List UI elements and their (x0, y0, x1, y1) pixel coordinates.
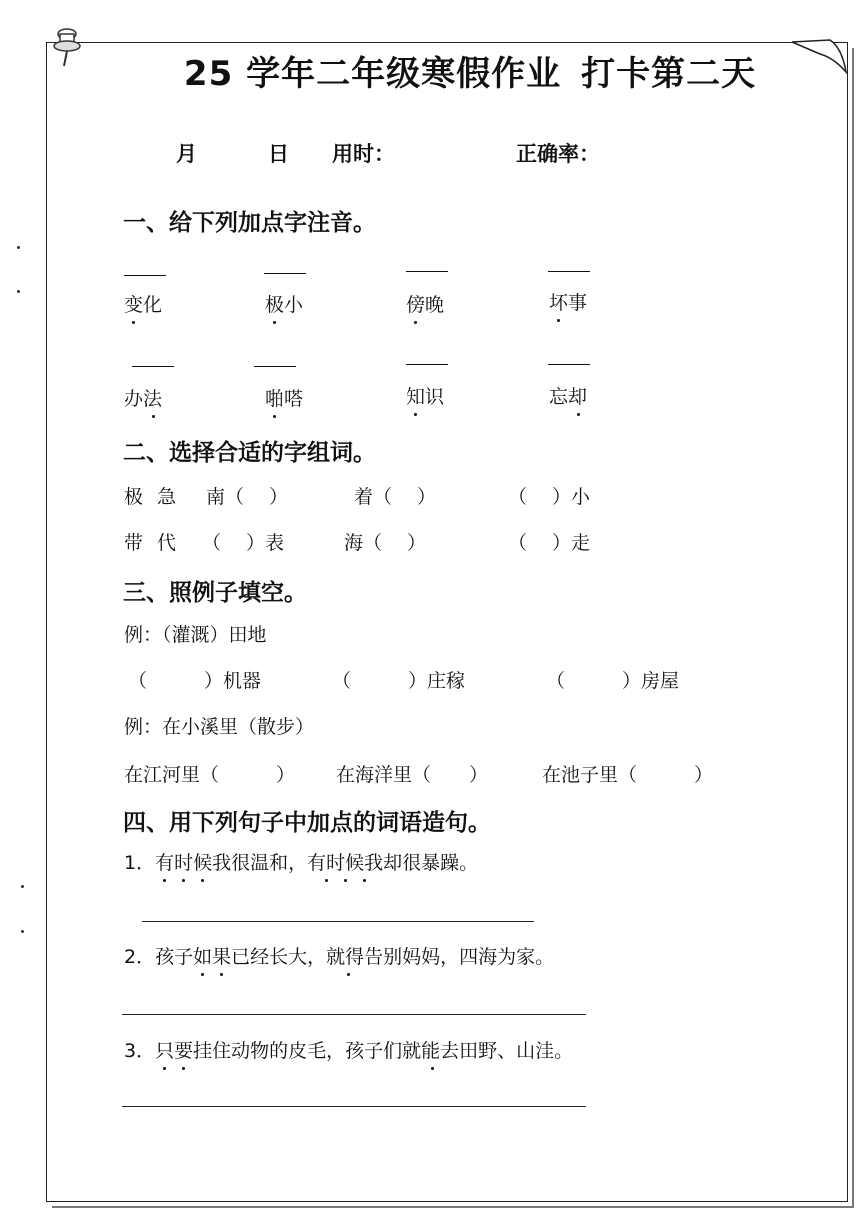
pinyin-blank[interactable] (132, 366, 174, 367)
day-label: 日 (268, 142, 289, 166)
fill-item[interactable]: （ ）房屋 (546, 670, 680, 692)
fill-item[interactable]: 着（ ） (354, 486, 437, 508)
pinyin-blank[interactable] (548, 364, 590, 365)
word-item (549, 382, 587, 409)
word-item (549, 288, 587, 315)
sentence-text: 有时候我很温和，有时候我却很暴躁。 (155, 852, 479, 874)
month-label: 月 (176, 142, 197, 166)
char-pair: 极 急 (124, 486, 181, 508)
char-pair: 带 代 (124, 532, 181, 554)
sentence-item (124, 1036, 573, 1063)
pinyin-blank[interactable] (264, 273, 306, 274)
fill-item[interactable]: （ ）表 (202, 532, 285, 554)
section2-heading: 二、选择合适的字组词。 (123, 440, 376, 466)
example-line: 例：（灌溉）田地 (124, 624, 267, 646)
time-used-label: 用时： (332, 142, 395, 166)
word-text: 知识 (406, 386, 445, 408)
word-text: 办法 (124, 388, 163, 410)
section4-heading: 四、用下列句子中加点的词语造句。 (123, 810, 491, 836)
section3-heading: 三、照例子填空。 (123, 580, 307, 606)
word-item (406, 382, 444, 409)
fill-item[interactable]: 在池子里（ ） (542, 764, 714, 786)
section1-heading: 一、给下列加点字注音。 (123, 210, 376, 236)
title-main: 25 学年二年级寒假作业 (183, 54, 562, 94)
word-item (265, 384, 303, 411)
sentence-number: 1． (124, 852, 156, 874)
example-line: 例：在小溪里（散步） (124, 716, 315, 738)
sentence-item (124, 942, 554, 969)
fill-item[interactable]: 在江河里（ ） (124, 764, 296, 786)
pinyin-blank[interactable] (406, 271, 448, 272)
pinyin-blank[interactable] (254, 366, 296, 367)
sentence-number: 2． (124, 946, 156, 968)
word-item (265, 290, 303, 317)
pinyin-blank[interactable] (548, 271, 590, 272)
word-item (124, 290, 162, 317)
pushpin-icon (50, 26, 84, 70)
answer-line[interactable] (142, 921, 534, 922)
word-text: 坏事 (549, 292, 588, 314)
answer-line[interactable] (122, 1014, 586, 1015)
fill-item[interactable]: 在海洋里（ ） (336, 764, 489, 786)
title-day: 打卡第二天 (581, 54, 757, 94)
scan-speck (21, 885, 24, 888)
scan-speck (21, 930, 24, 933)
pinyin-blank[interactable] (124, 275, 166, 276)
sentence-text: 只要挂住动物的皮毛，孩子们就能去田野、山洼。 (155, 1040, 574, 1062)
page-title (100, 46, 840, 95)
sentence-text: 孩子如果已经长大，就得告别妈妈，四海为家。 (155, 946, 555, 968)
answer-line[interactable] (122, 1106, 586, 1107)
word-text: 啪嗒 (265, 388, 304, 410)
scan-speck (17, 246, 20, 249)
fill-item[interactable]: （ ）小 (508, 486, 591, 508)
fill-item[interactable]: 海（ ） (344, 532, 427, 554)
word-item (124, 384, 162, 411)
word-text: 忘却 (549, 386, 588, 408)
accuracy-label: 正确率： (516, 142, 600, 166)
sentence-number: 3． (124, 1040, 156, 1062)
word-text: 变化 (124, 294, 163, 316)
fill-item[interactable]: （ ）机器 (128, 670, 262, 692)
word-text: 傍晚 (406, 294, 445, 316)
scan-speck (17, 290, 20, 293)
fill-item[interactable]: （ ）庄稼 (332, 670, 466, 692)
sentence-item (124, 848, 478, 875)
fill-item[interactable]: （ ）走 (508, 532, 591, 554)
word-item (406, 290, 444, 317)
word-text: 极小 (265, 294, 304, 316)
fill-item[interactable]: 南（ ） (206, 486, 289, 508)
pinyin-blank[interactable] (406, 364, 448, 365)
